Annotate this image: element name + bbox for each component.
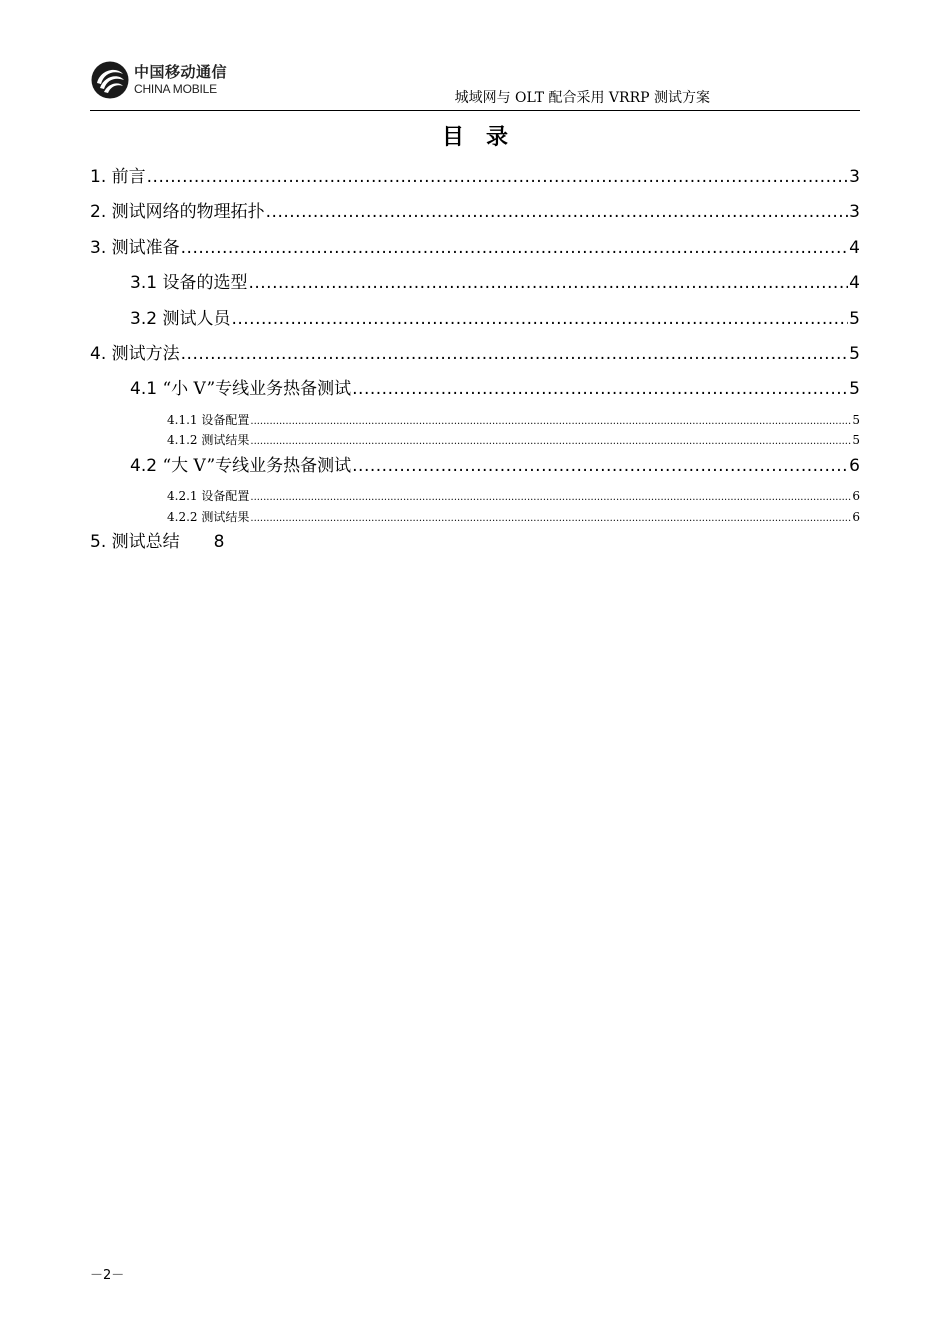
dot-leader [181, 238, 849, 258]
toc-entry-number: 4.1 [130, 379, 158, 399]
toc-entry-page: 6 [852, 489, 860, 503]
dot-leader [352, 456, 848, 476]
toc-entry-text: 测试人员 [162, 309, 231, 329]
toc-entry-number: 4.1.2 [167, 433, 198, 447]
toc-entry-text: 测试结果 [201, 433, 250, 447]
toc-entry-page: 5 [849, 309, 860, 329]
toc-entry-number: 3.2 [130, 309, 158, 329]
toc-entry-4-2-2[interactable] [167, 508, 860, 525]
toc-entry-text: 测试总结 [111, 532, 180, 552]
toc-entry-page: 6 [849, 456, 860, 476]
logo-chinese-text: 中国移动通信 [134, 63, 228, 81]
toc-entry-4-2[interactable] [130, 451, 860, 476]
toc-entry-2[interactable] [90, 197, 860, 222]
toc-entry-page: 4 [849, 238, 860, 258]
toc-entry-5[interactable] [90, 527, 224, 552]
dot-leader [250, 416, 851, 427]
toc-entry-number: 4.1.1 [167, 413, 198, 427]
dot-leader [250, 513, 851, 524]
toc-heading: 目录 [441, 125, 530, 150]
toc-entry-number: 3.1 [130, 273, 158, 293]
toc-entry-number: 5. [90, 532, 107, 552]
toc-entry-number: 1. [90, 167, 107, 187]
dot-leader [231, 309, 848, 329]
toc-entry-text: 测试准备 [111, 238, 180, 258]
toc-entry-text: 测试方法 [111, 344, 180, 364]
toc-entry-text: 测试结果 [201, 510, 250, 524]
dot-leader [181, 344, 849, 364]
toc-entry-page: 5 [849, 344, 860, 364]
dot-leader [352, 379, 848, 399]
toc-entry-number: 2. [90, 202, 107, 222]
document-title: 城域网与 OLT 配合采用 VRRP 测试方案 [454, 90, 710, 106]
toc-entry-number: 4.2.1 [167, 489, 198, 503]
toc-entry-4-1-2[interactable] [167, 431, 860, 448]
toc-entry-page: 6 [852, 510, 860, 524]
toc-entry-text: 设备的选型 [162, 273, 248, 293]
toc-entry-1[interactable] [90, 162, 860, 187]
toc-entry-page: 4 [849, 273, 860, 293]
toc-entry-number: 4.2.2 [167, 510, 198, 524]
toc-entry-text: “小 V”专线业务热备测试 [162, 379, 352, 399]
toc-entry-page: 5 [852, 433, 860, 447]
toc-entry-page: 3 [849, 202, 860, 222]
toc-entry-3[interactable] [90, 233, 860, 258]
logo-english-text: CHINA MOBILE [134, 82, 217, 96]
toc-entry-4[interactable] [90, 339, 860, 364]
page-number: －2－ [90, 1268, 125, 1283]
toc-entry-4-1-1[interactable] [167, 411, 860, 428]
toc-entry-4-1[interactable] [130, 374, 860, 399]
toc-entry-number: 3. [90, 238, 107, 258]
toc-entry-text: “大 V”专线业务热备测试 [162, 456, 352, 476]
dot-leader [147, 167, 849, 187]
toc-entry-text: 设备配置 [201, 489, 250, 503]
toc-entry-text: 设备配置 [201, 413, 250, 427]
dot-leader [250, 436, 851, 447]
toc-entry-number: 4. [90, 344, 107, 364]
page-header [90, 56, 860, 111]
toc-entry-page: 3 [849, 167, 860, 187]
china-mobile-logo [90, 58, 227, 102]
toc-entry-page: 8 [213, 532, 225, 552]
toc-entry-text: 前言 [111, 167, 146, 187]
toc-entry-page: 5 [852, 413, 860, 427]
toc-entry-text: 测试网络的物理拓扑 [111, 202, 265, 222]
toc-entry-page: 5 [849, 379, 860, 399]
toc-entry-3-1[interactable] [130, 268, 860, 293]
dot-leader [248, 273, 848, 293]
dot-leader [250, 492, 851, 503]
toc-entry-4-2-1[interactable] [167, 487, 860, 504]
dot-leader [266, 202, 849, 222]
toc-entry-3-2[interactable] [130, 304, 860, 329]
toc-entry-number: 4.2 [130, 456, 158, 476]
china-mobile-emblem-icon [90, 60, 130, 100]
